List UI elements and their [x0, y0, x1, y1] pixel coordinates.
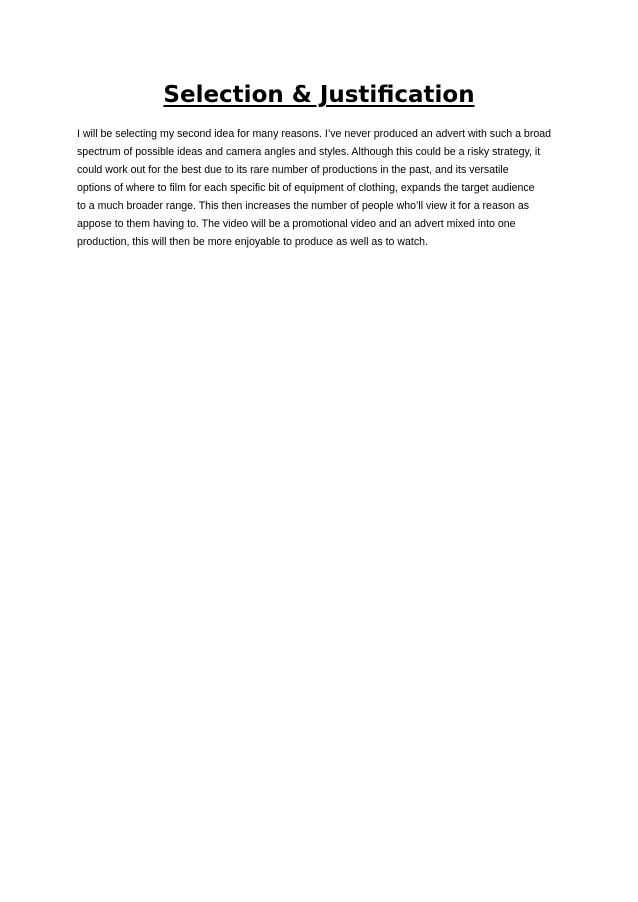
paragraph-line: production, this will then be more enjoyable to produce as well as to watch.	[77, 236, 428, 248]
paragraph-line: appose to them having to. The video will be a promotional video and an advert mixed into one	[77, 218, 516, 230]
paragraph-line: to a much broader range. This then increases the number of people who’ll view it for a reason as	[77, 200, 530, 212]
paragraph-line: could work out for the best due to its rare number of productions in the past, and its versatile	[77, 164, 509, 176]
body-paragraph	[77, 125, 565, 251]
paragraph-line: spectrum of possible ideas and camera angles and styles. Although this could be a risky strategy, it	[77, 146, 541, 158]
paragraph-line: options of where to film for each specific bit of equipment of clothing, expands the target audience	[77, 182, 535, 194]
page-title: Selection & Justification	[163, 82, 475, 108]
paragraph-line: I will be selecting my second idea for many reasons. I’ve never produced an advert with such a broad	[77, 128, 552, 140]
